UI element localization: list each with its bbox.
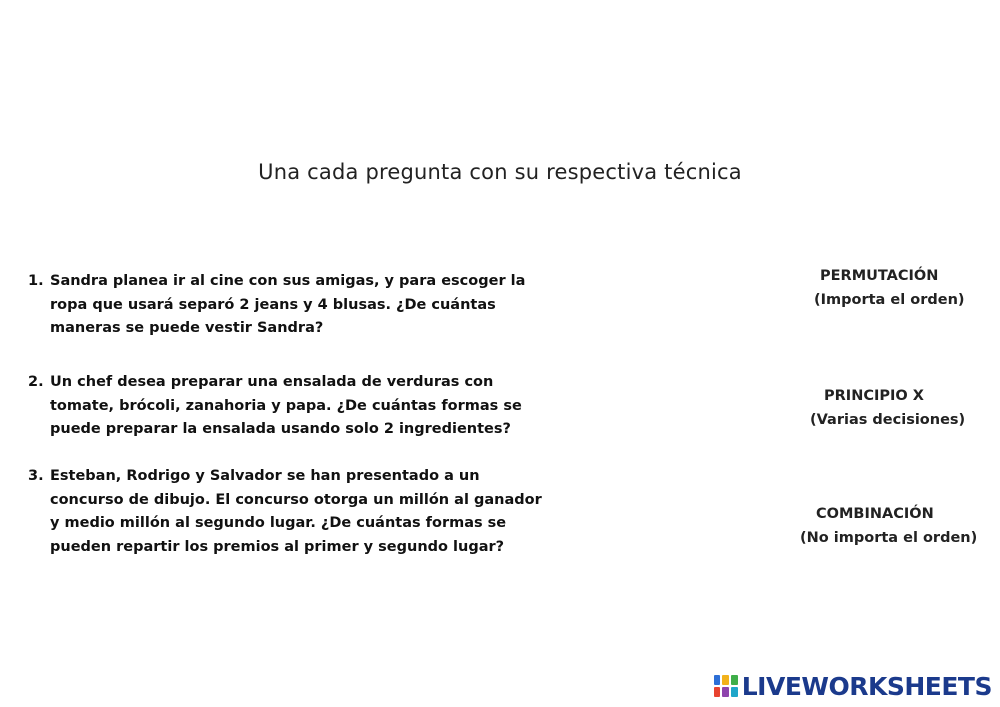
technique-principio-x[interactable] (810, 384, 965, 432)
technique-1-description: (Importa el orden) (814, 292, 965, 308)
question-2-text: Un chef desea preparar una ensalada de verduras con tomate, brócoli, zanahoria y papa. ¿De cuántas formas se puede preparar la ensalada usando solo 2 ingredientes? (50, 374, 522, 437)
question-2[interactable] (28, 371, 548, 442)
logo-mark-cell (722, 687, 729, 697)
technique-2-description: (Varias decisiones) (810, 412, 966, 428)
question-1-number: 1. (28, 273, 44, 289)
question-3-number: 3. (28, 468, 44, 484)
question-1[interactable] (28, 270, 548, 341)
question-3[interactable] (28, 465, 548, 559)
page-title: Una cada pregunta con su respectiva técnica (258, 160, 742, 184)
technique-1-name: PERMUTACIÓN (820, 268, 939, 284)
liveworksheets-logo (713, 671, 992, 701)
technique-combinacion[interactable] (800, 502, 977, 550)
question-2-number: 2. (28, 374, 44, 390)
technique-3-description: (No importa el orden) (800, 530, 978, 546)
technique-2-name: PRINCIPIO X (824, 388, 924, 404)
logo-mark-cell (731, 687, 738, 697)
logo-mark-icon (713, 674, 739, 698)
logo-mark-cell (714, 675, 721, 685)
logo-mark-cell (714, 687, 721, 697)
logo-text: LIVEWORKSHEETS (741, 671, 992, 701)
question-1-text: Sandra planea ir al cine con sus amigas, y para escoger la ropa que usará separó 2 jeans y 4 blusas. ¿De cuántas maneras se puede vestir Sandra? (50, 273, 526, 336)
technique-permutacion[interactable] (814, 264, 965, 312)
question-3-text: Esteban, Rodrigo y Salvador se han presentado a un concurso de dibujo. El concurso otorga un millón al ganador y medio millón al segundo lugar. ¿De cuántas formas se pueden repartir los premios al primer y segundo lugar? (50, 468, 542, 555)
logo-mark-cell (722, 675, 729, 685)
technique-3-name: COMBINACIÓN (816, 506, 934, 522)
logo-mark-cell (731, 675, 738, 685)
